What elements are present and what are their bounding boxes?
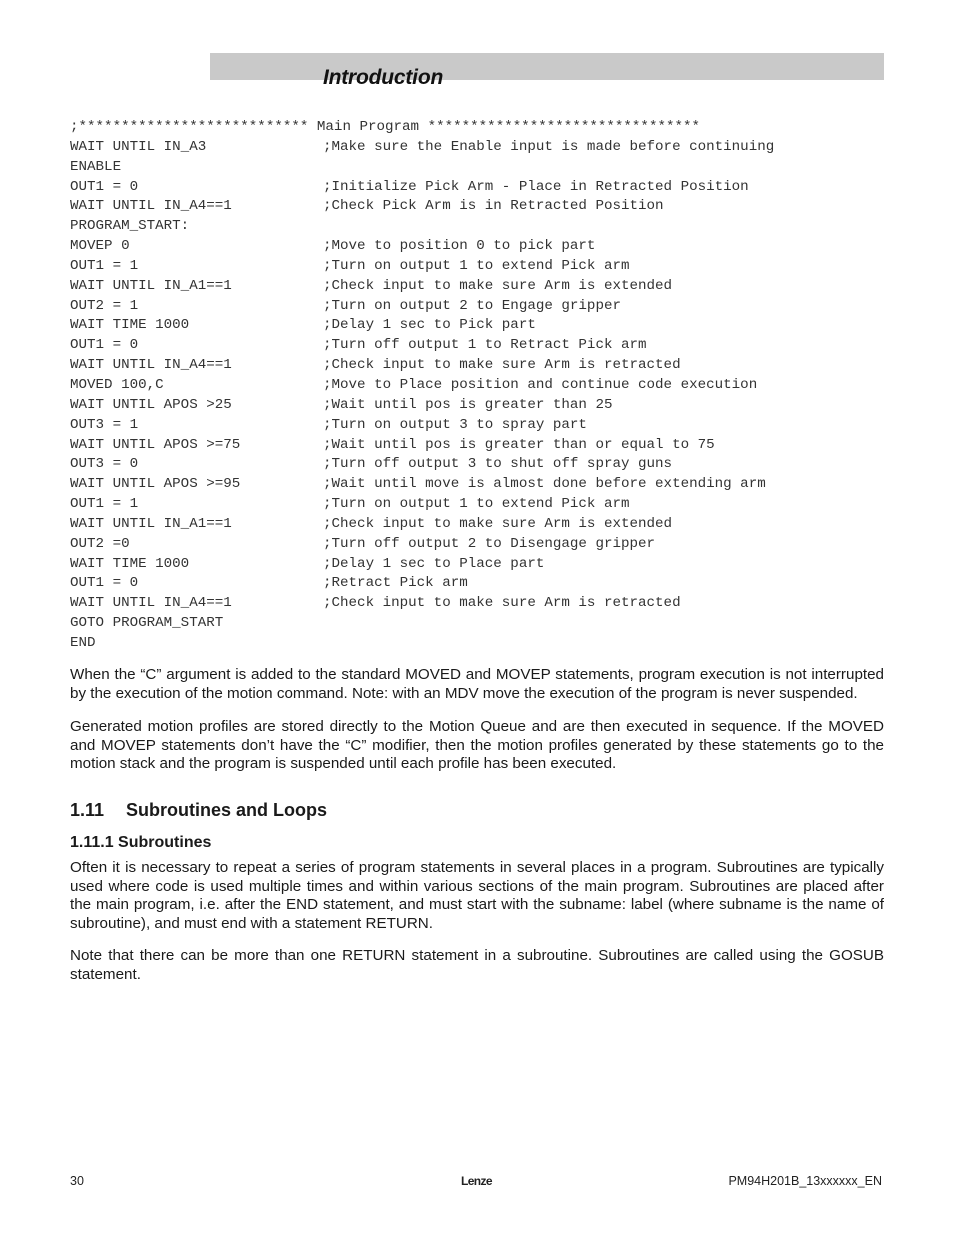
header-bar — [210, 53, 884, 80]
code-line — [70, 515, 900, 535]
section-title: Subroutines and Loops — [126, 800, 327, 820]
code-statement: MOVEP 0 — [70, 238, 130, 255]
code-statement: OUT2 = 1 — [70, 297, 139, 314]
code-line — [70, 396, 900, 416]
code-comment: ;Turn off output 1 to Retract Pick arm — [323, 337, 647, 354]
code-line — [70, 475, 900, 495]
code-statement: WAIT UNTIL IN_A1==1 — [70, 515, 232, 532]
code-statement: OUT1 = 0 — [70, 178, 139, 195]
code-line — [70, 376, 900, 396]
code-statement: WAIT UNTIL IN_A1==1 — [70, 277, 232, 294]
section-number: 1.11 — [70, 800, 105, 820]
code-comment: ;Turn on output 1 to extend Pick arm — [323, 496, 630, 513]
code-statement: ENABLE — [70, 158, 122, 175]
code-statement: OUT2 =0 — [70, 535, 130, 552]
code-statement: OUT1 = 0 — [70, 337, 139, 354]
code-comment: ;Turn off output 3 to shut off spray guns — [323, 456, 673, 473]
code-comment: ;Initialize Pick Arm - Place in Retracted Position — [323, 178, 749, 195]
code-statement: OUT3 = 0 — [70, 456, 139, 473]
page-number: 30 — [70, 1174, 84, 1188]
code-statement: GOTO PROGRAM_START — [70, 615, 224, 632]
code-comment: ;Check input to make sure Arm is retracted — [323, 595, 681, 612]
code-statement: WAIT TIME 1000 — [70, 555, 190, 572]
code-line — [70, 495, 900, 515]
code-line — [70, 555, 900, 575]
paragraph-subroutines-intro: Often it is necessary to repeat a series of program statements in several places in a program. Subroutines are typically used where code is used multiple times and within various sections of the main program. Subroutines are placed after the main program, i.e. after the END statement, and must start with the subname: label (where subname is the name of subroutine), and must end with a statement RETURN. — [70, 859, 884, 932]
code-comment: ;Wait until pos is greater than 25 — [323, 396, 613, 413]
code-line — [70, 297, 900, 317]
code-comment: ;Check Pick Arm is in Retracted Position — [323, 198, 664, 215]
code-line — [70, 138, 900, 158]
code-statement: ;*************************** Main Program ******************************** — [70, 119, 701, 135]
paragraph-motion-queue: Generated motion profiles are stored directly to the Motion Queue and are then executed in sequence. If the MOVED and MOVEP statements don’t have the “C” modifier, then the motion profiles generated by these statements go to the motion stack and the program is suspended until each profile has been executed. — [70, 718, 884, 773]
paragraph-return-gosub: Note that there can be more than one RETURN statement in a subroutine. Subroutines are called using the GOSUB statement. — [70, 947, 884, 983]
code-line — [70, 158, 900, 178]
code-listing — [70, 118, 900, 654]
code-comment: ;Delay 1 sec to Place part — [323, 555, 545, 572]
code-comment: ;Check input to make sure Arm is extended — [323, 277, 673, 294]
code-comment: ;Turn on output 2 to Engage gripper — [323, 297, 621, 314]
code-statement: WAIT UNTIL APOS >=75 — [70, 436, 241, 453]
code-comment: ;Turn on output 1 to extend Pick arm — [323, 257, 630, 274]
code-comment: ;Retract Pick arm — [323, 575, 468, 592]
code-statement: WAIT UNTIL IN_A4==1 — [70, 595, 232, 612]
code-statement: WAIT UNTIL IN_A4==1 — [70, 198, 232, 215]
code-line — [70, 237, 900, 257]
code-line — [70, 178, 900, 198]
code-comment: ;Wait until pos is greater than or equal to 75 — [323, 436, 715, 453]
code-comment: ;Turn off output 2 to Disengage gripper — [323, 535, 656, 552]
code-line — [70, 614, 900, 634]
section-heading — [70, 799, 327, 821]
code-line — [70, 356, 900, 376]
code-line — [70, 217, 900, 237]
code-line — [70, 416, 900, 436]
code-statement: END — [70, 634, 96, 651]
code-statement: WAIT UNTIL APOS >=95 — [70, 476, 241, 493]
code-statement: WAIT UNTIL IN_A3 — [70, 138, 207, 155]
subsection-heading: 1.11.1 Subroutines — [70, 834, 212, 851]
code-statement: OUT3 = 1 — [70, 416, 139, 433]
code-statement: OUT1 = 1 — [70, 257, 139, 274]
code-statement: WAIT TIME 1000 — [70, 317, 190, 334]
code-statement: WAIT UNTIL APOS >25 — [70, 396, 232, 413]
code-line — [70, 574, 900, 594]
code-line — [70, 634, 900, 654]
code-line — [70, 257, 900, 277]
page-header-title: Introduction — [323, 66, 444, 89]
code-comment: ;Check input to make sure Arm is extended — [323, 515, 673, 532]
code-comment: ;Make sure the Enable input is made before continuing — [323, 138, 775, 155]
code-line — [70, 197, 900, 217]
code-line — [70, 336, 900, 356]
code-line — [70, 277, 900, 297]
code-line — [70, 535, 900, 555]
code-line — [70, 594, 900, 614]
code-line — [70, 316, 900, 336]
code-line — [70, 455, 900, 475]
code-statement: WAIT UNTIL IN_A4==1 — [70, 357, 232, 374]
code-statement: PROGRAM_START: — [70, 218, 190, 235]
paragraph-c-argument: When the “C” argument is added to the standard MOVED and MOVEP statements, program execution is not interrupted by the execution of the motion command. Note: with an MDV move the execution of the program is never suspended. — [70, 666, 884, 702]
code-line — [70, 118, 900, 138]
code-statement: OUT1 = 1 — [70, 496, 139, 513]
code-comment: ;Wait until move is almost done before extending arm — [323, 476, 766, 493]
code-statement: OUT1 = 0 — [70, 575, 139, 592]
code-comment: ;Delay 1 sec to Pick part — [323, 317, 536, 334]
code-comment: ;Move to Place position and continue code execution — [323, 376, 758, 393]
code-comment: ;Check input to make sure Arm is retracted — [323, 357, 681, 374]
code-comment: ;Move to position 0 to pick part — [323, 238, 596, 255]
code-statement: MOVED 100,C — [70, 376, 164, 393]
brand-logo-text: Lenze — [461, 1174, 493, 1188]
code-comment: ;Turn on output 3 to spray part — [323, 416, 587, 433]
code-line — [70, 436, 900, 456]
document-code: PM94H201B_13xxxxxx_EN — [728, 1174, 882, 1188]
